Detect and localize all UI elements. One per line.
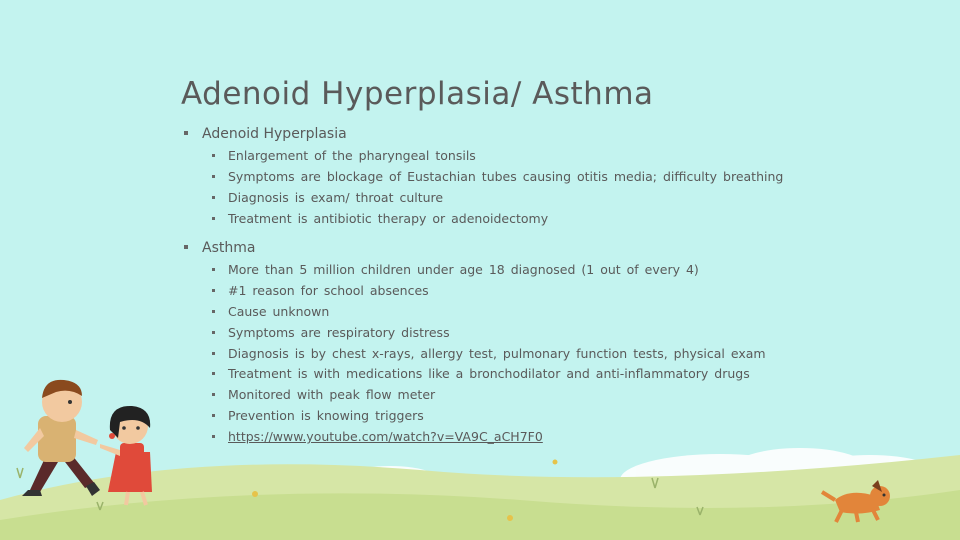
bullet-icon: [212, 289, 215, 292]
bullet-icon: [212, 154, 215, 157]
youtube-link[interactable]: https://www.youtube.com/watch?v=VA9C_aCH7F0: [228, 429, 543, 444]
slide-title: Adenoid Hyperplasia/ Asthma: [181, 76, 654, 112]
bullet-icon: [212, 310, 215, 313]
section-label: Adenoid Hyperplasia: [202, 126, 347, 142]
bullet-icon: [212, 268, 215, 271]
bullet-icon: [212, 435, 215, 438]
bullet-icon: [212, 217, 215, 220]
bullet-icon: [212, 393, 215, 396]
bullet-icon: [212, 414, 215, 417]
bullet-icon: [212, 196, 215, 199]
slide-body: Adenoid Hyperplasia Enlargement of the pharyngeal tonsils Symptoms are blockage of Eustachian tubes causing otitis media; difficulty breathing Diagnosis is exam/ throat culture Treatment is antibiotic therapy or adenoidectomy Asthma More than 5 million children under age 18 diagnosed (1 out of every 4) #1 reason for school absences Cause unknown Symptoms are respiratory distress Diagnosis is by chest x-rays, allergy test, pulmonary function tests, physical exam Treatment is with medications like a bronchodilator and anti-inflammatory drugs Monitored with peak flow meter Prevention is knowing triggers https://www.youtube.com/watch?v=VA9C_aCH7F0: [0, 0, 960, 540]
bullet-icon: [184, 245, 188, 249]
section-label: Asthma: [202, 240, 256, 256]
bullet-icon: [212, 175, 215, 178]
bullet-icon: [212, 372, 215, 375]
bullet-icon: [212, 352, 215, 355]
bullet-icon: [184, 131, 188, 135]
bullet-icon: [212, 331, 215, 334]
